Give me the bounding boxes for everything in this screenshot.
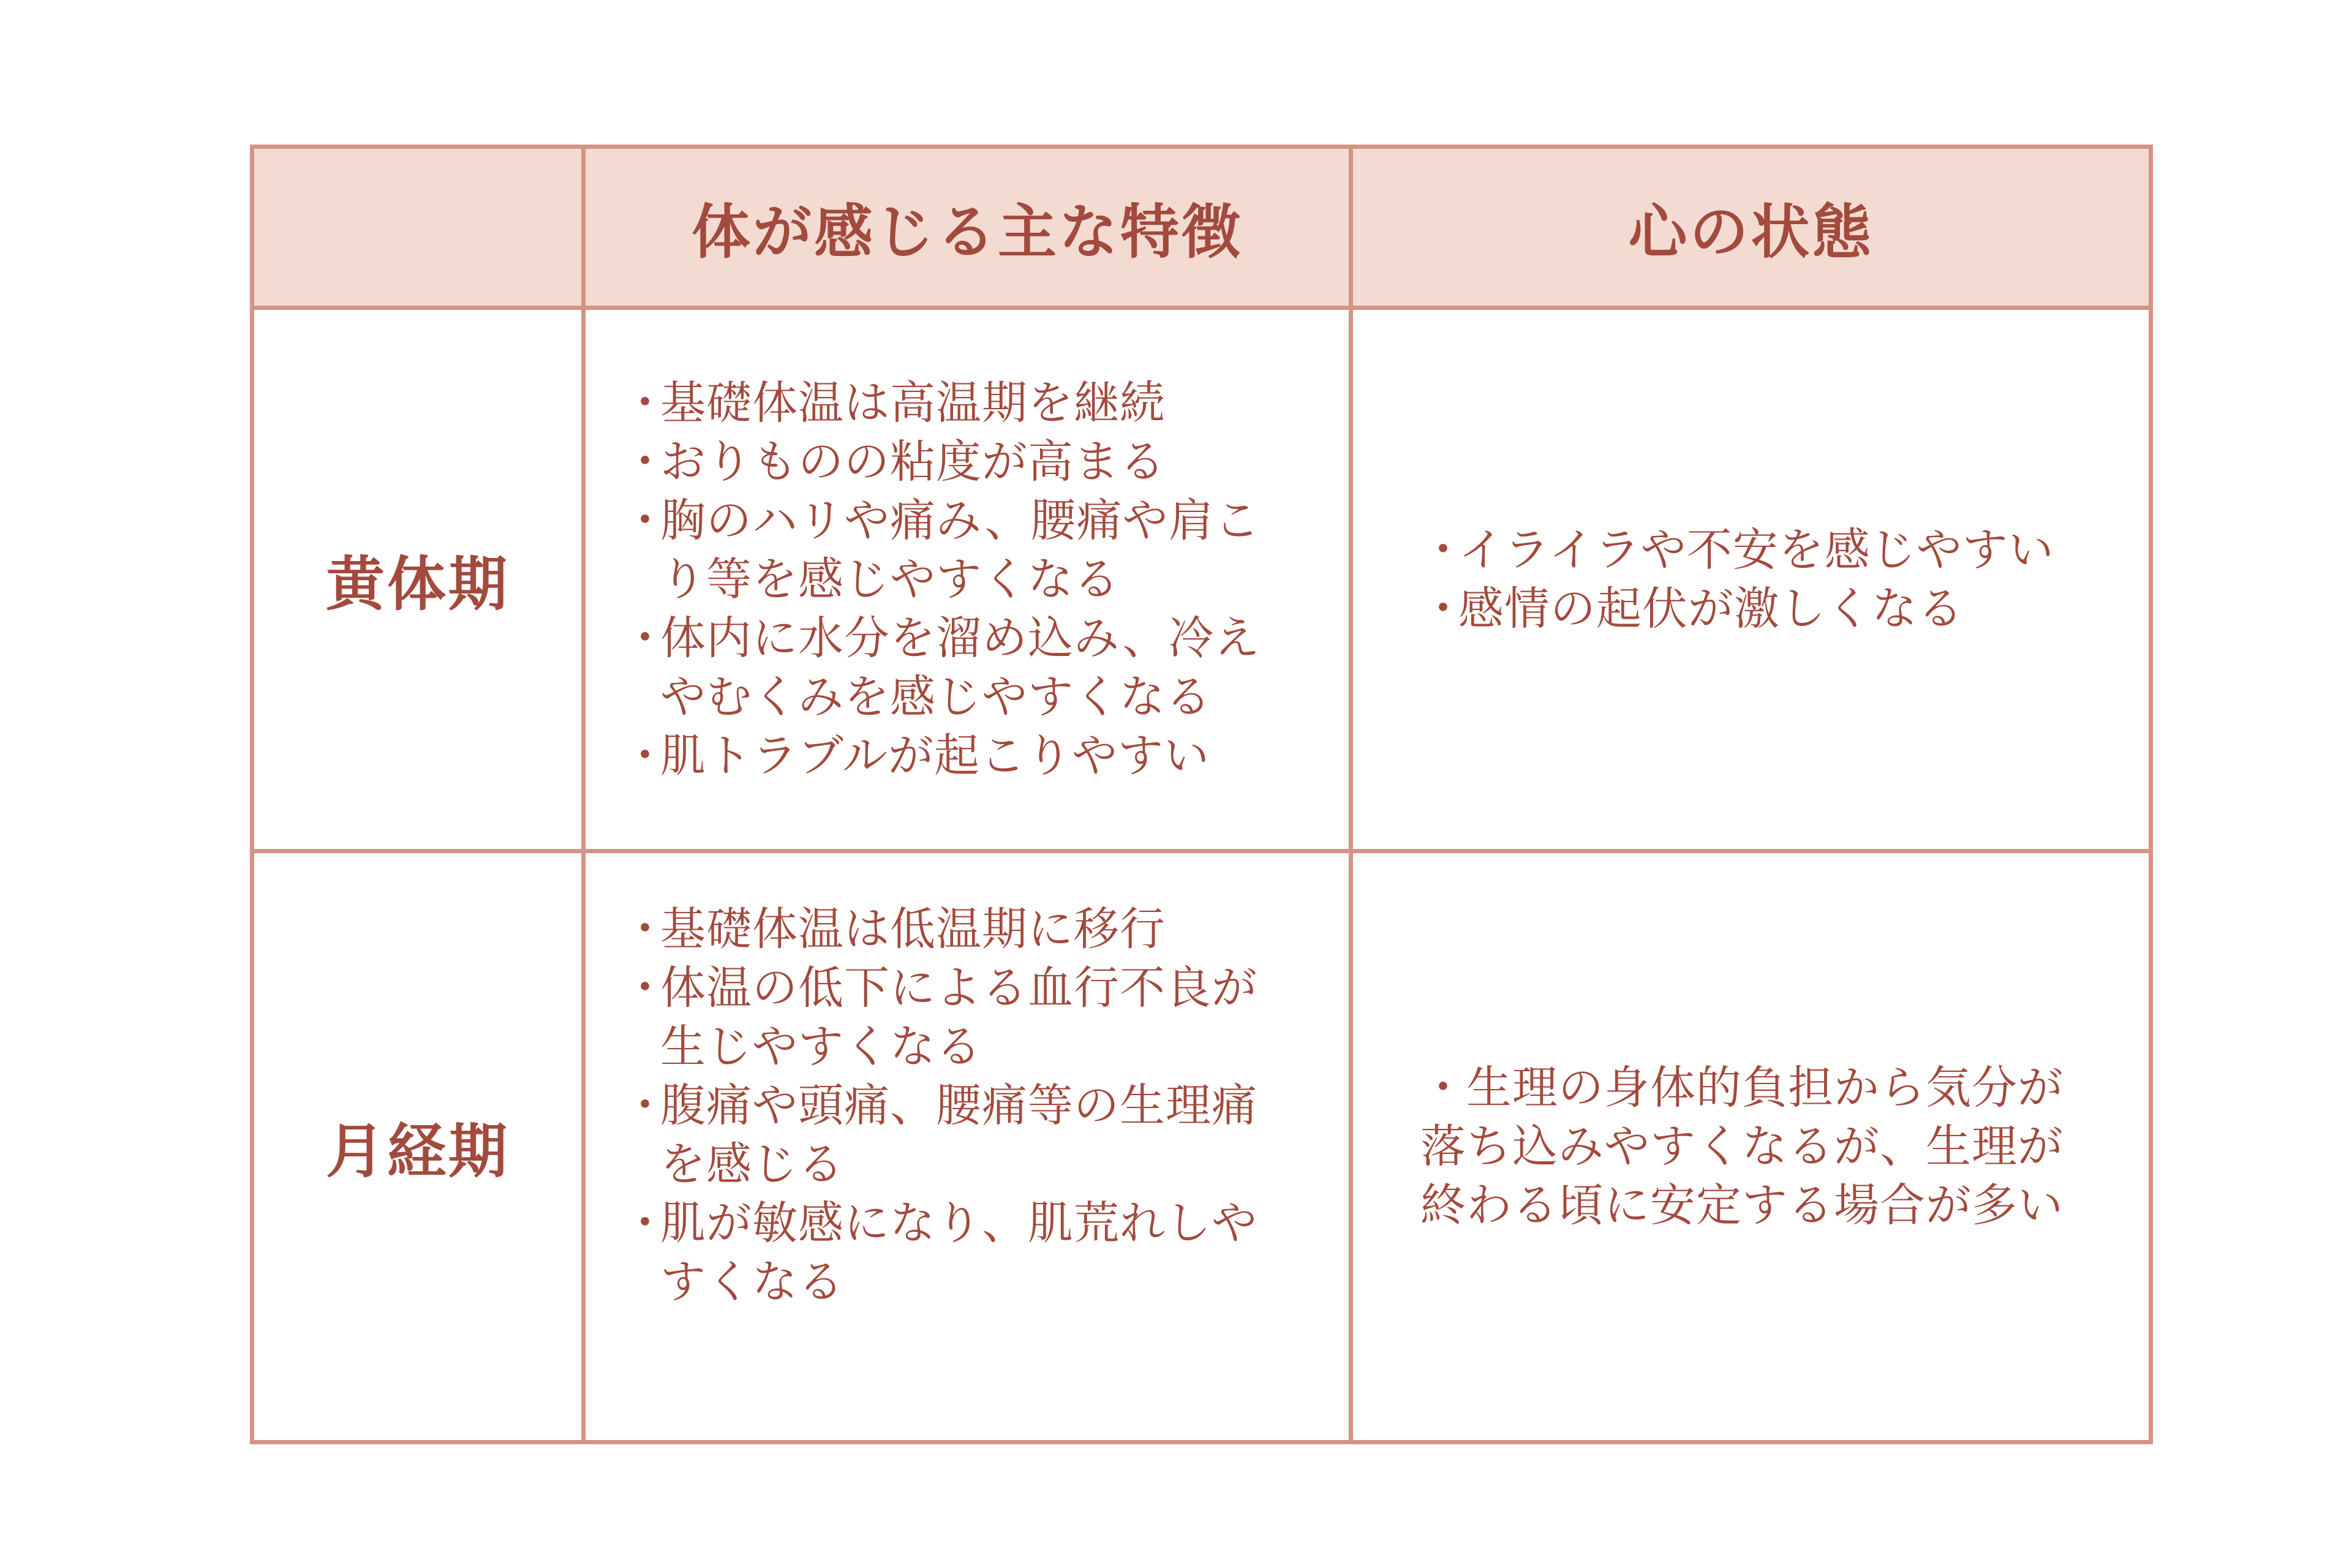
list-item-text: 腹痛や頭痛、腰痛等の生理痛を感じる [660,1079,1257,1191]
luteal-mind-cell [1351,308,2151,851]
bullet-dot: ・ [1420,524,1466,576]
list-item [622,726,1300,785]
list-item-text: 基礎体温は高温期を継続 [660,377,1166,429]
list-item [622,1076,1300,1194]
list-item-text: 肌が敏感になり、肌荒れしやすくなる [660,1197,1257,1308]
list-item [1420,579,2087,638]
list-item-text: 体内に水分を溜め込み、冷えやむくみを感じやすくなる [660,612,1261,723]
header-row [252,147,2151,308]
list-item [622,959,1300,1076]
luteal-mind-list [1420,521,2087,638]
list-item-text: おりものの粘度が高まる [660,435,1166,488]
list-item-text: 体温の低下による血行不良が生じやすくなる [660,962,1257,1073]
list-item [622,374,1300,432]
menstrual-mind-cell [1351,851,2151,1442]
bullet-dot: ・ [622,1079,668,1132]
luteal-body-cell [584,308,1351,851]
bullet-dot: ・ [622,435,668,488]
bullet-dot: ・ [622,612,668,665]
bullet-dot: ・ [1420,582,1466,635]
bullet-dot: ・ [622,1197,668,1250]
list-item-text: 感情の起伏が激しくなる [1458,582,1964,635]
menstrual-mind-text [1420,1058,2087,1235]
list-item [622,900,1300,959]
bullet-dot: ・ [1420,1061,1466,1114]
list-item [1420,521,2087,579]
luteal-body-list [622,374,1300,785]
table-row-menstrual [252,851,2151,1442]
header-body-features: 体が感じる主な特徴 [584,147,1351,308]
list-item [622,491,1300,609]
table-row-luteal [252,308,2151,851]
bullet-dot: ・ [622,494,668,547]
bullet-dot: ・ [622,903,668,956]
list-item-text: 生理の身体的負担から気分が落ち込みやすくなるが、生理が終わる頃に安定する場合が多い [1420,1061,2064,1232]
row-label-menstrual: 月経期 [252,851,584,1442]
list-item-text: 基礎体温は低温期に移行 [660,903,1166,956]
bullet-dot: ・ [622,962,668,1014]
bullet-dot: ・ [622,377,668,429]
bullet-dot: ・ [622,729,668,782]
header-corner-cell [252,147,584,308]
list-item [622,432,1300,491]
list-item-text: イライラや不安を感じやすい [1458,524,2054,576]
row-label-luteal: 黄体期 [252,308,584,851]
list-item [622,609,1300,726]
menstrual-body-cell [584,851,1351,1442]
list-item-text: 肌トラブルが起こりやすい [660,729,1210,782]
cycle-phase-table [250,145,2153,1444]
list-item [622,1194,1300,1311]
comparison-table-container [250,145,2149,1431]
header-mind-state: 心の状態 [1351,147,2151,308]
list-item-text: 胸のハリや痛み、腰痛や肩こり等を感じやすくなる [660,494,1261,606]
menstrual-body-list [622,900,1300,1311]
